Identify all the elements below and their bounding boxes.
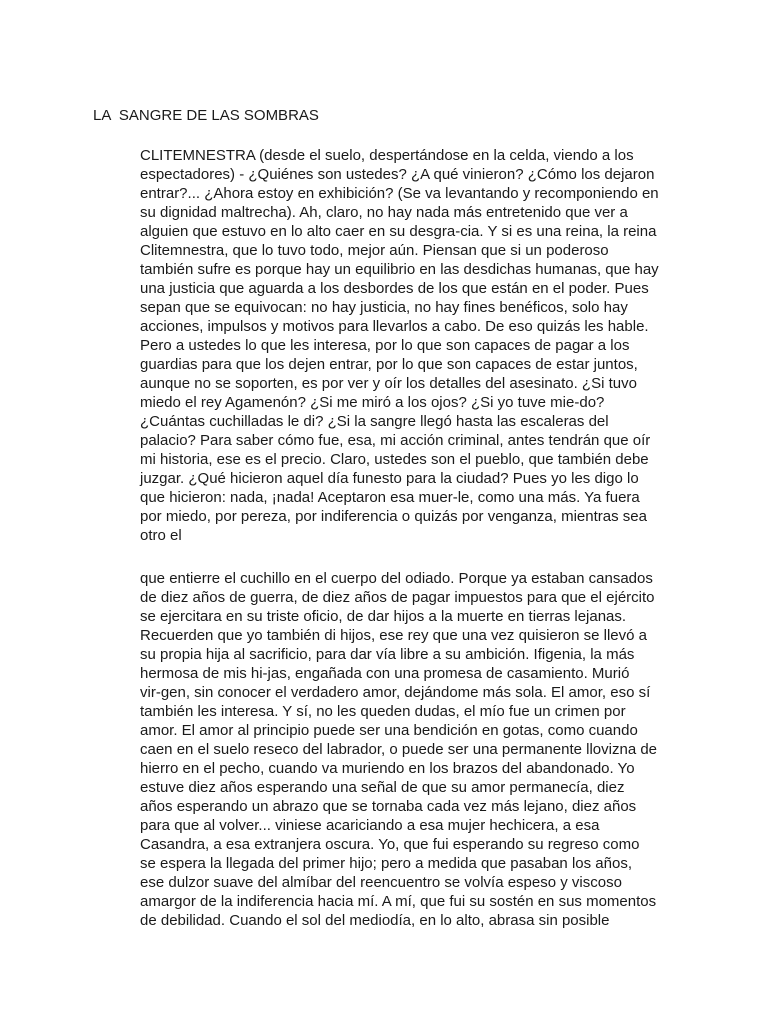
- text-line: Casandra, a esa extranjera oscura. Yo, que fui esperando su regreso como: [140, 836, 640, 853]
- text-line: se espera la llegada del primer hijo; pero a medida que pasaban los años,: [140, 855, 632, 872]
- text-line: palacio? Para saber cómo fue, esa, mi acción criminal, antes tendrán que oír: [140, 432, 651, 449]
- text-line: acciones, impulsos y motivos para llevarlos a cabo. De eso quizás les hable.: [140, 318, 649, 335]
- text-line: que hicieron: nada, ¡nada! Aceptaron esa muer-le, como una más. Ya fuera: [140, 489, 640, 506]
- text-line: Pero a ustedes lo que les interesa, por lo que son capaces de pagar a los: [140, 337, 630, 354]
- text-line: años esperando un abrazo que se tornaba cada vez más lejano, diez años: [140, 798, 637, 815]
- text-line: se ejercitara en su triste oficio, de dar hijos a la muerte en tierras lejanas.: [140, 608, 627, 625]
- text-line: guardias para que los dejen entrar, por lo que son capaces de estar juntos,: [140, 356, 638, 373]
- text-line: hierro en el pecho, cuando va muriendo en los brazos del abandonado. Yo: [140, 760, 635, 777]
- text-line: espectadores) - ¿Quiénes son ustedes? ¿A qué vinieron? ¿Cómo los dejaron: [140, 166, 655, 183]
- text-line: mi historia, ese es el precio. Claro, ustedes son el pueblo, que también debe: [140, 451, 649, 468]
- document-title: LA SANGRE DE LAS SOMBRAS: [93, 107, 319, 124]
- text-line: de diez años de guerra, de diez años de pagar impuestos para que el ejército: [140, 589, 655, 606]
- text-line: sepan que se equivocan: no hay justicia, no hay fines benéficos, solo hay: [140, 299, 628, 316]
- text-line: aunque no se soporten, es por ver y oír los detalles del asesinato. ¿Si tuvo: [140, 375, 637, 392]
- text-line: su dignidad maltrecha). Ah, claro, no hay nada más entretenido que ver a: [140, 204, 628, 221]
- text-line: alguien que estuvo en lo alto caer en su desgra-cia. Y si es una reina, la reina: [140, 223, 657, 240]
- text-line: estuve diez años esperando una señal de que su amor permanecía, diez: [140, 779, 625, 796]
- text-line: también sufre es porque hay un equilibrio en las desdichas humanas, que hay: [140, 261, 659, 278]
- text-line: que entierre el cuchillo en el cuerpo del odiado. Porque ya estaban cansados: [140, 570, 653, 587]
- text-line: amor. El amor al principio puede ser una bendición en gotas, como cuando: [140, 722, 638, 739]
- text-line: hermosa de mis hi-jas, engañada con una promesa de casamiento. Murió: [140, 665, 630, 682]
- text-line: caen en el suelo reseco del labrador, o puede ser una permanente llovizna de: [140, 741, 658, 758]
- text-line: para que al volver... viniese acariciando a esa mujer hechicera, a esa: [140, 817, 600, 834]
- paragraph-1: [140, 146, 659, 545]
- paragraph-2: [140, 569, 657, 930]
- text-line: ese dulzor suave del almíbar del reencuentro se volvía espeso y viscoso: [140, 874, 622, 891]
- text-line: una justicia que aguarda a los desbordes de los que están en el poder. Pues: [140, 280, 649, 297]
- text-line: por miedo, por pereza, por indiferencia o quizás por venganza, mientras sea: [140, 508, 647, 525]
- text-line: ¿Cuántas cuchilladas le di? ¿Si la sangre llegó hasta las escaleras del: [140, 413, 609, 430]
- text-line: otro el: [140, 527, 182, 544]
- text-line: miedo el rey Agamenón? ¿Si me miró a los ojos? ¿Si yo tuve mie-do?: [140, 394, 605, 411]
- text-line: amargor de la indiferencia hacia mí. A mí, que fui su sostén en sus momentos: [140, 893, 657, 910]
- text-line: también les interesa. Y sí, no les queden dudas, el mío fue un crimen por: [140, 703, 626, 720]
- text-line: su propia hija al sacrificio, para dar vía libre a su ambición. Ifigenia, la más: [140, 646, 635, 663]
- text-line: juzgar. ¿Qué hicieron aquel día funesto para la ciudad? Pues yo les digo lo: [140, 470, 639, 487]
- text-line: Clitemnestra, que lo tuvo todo, mejor aún. Piensan que si un poderoso: [140, 242, 609, 259]
- text-line: CLITEMNESTRA (desde el suelo, despertándose en la celda, viendo a los: [140, 147, 634, 164]
- text-line: de debilidad. Cuando el sol del mediodía, en lo alto, abrasa sin posible: [140, 912, 610, 929]
- text-line: vir-gen, sin conocer el verdadero amor, dejándome más sola. El amor, eso sí: [140, 684, 651, 701]
- text-line: entrar?... ¿Ahora estoy en exhibición? (Se va levantando y recomponiendo en: [140, 185, 659, 202]
- text-line: Recuerden que yo también di hijos, ese rey que una vez quisieron se llevó a: [140, 627, 647, 644]
